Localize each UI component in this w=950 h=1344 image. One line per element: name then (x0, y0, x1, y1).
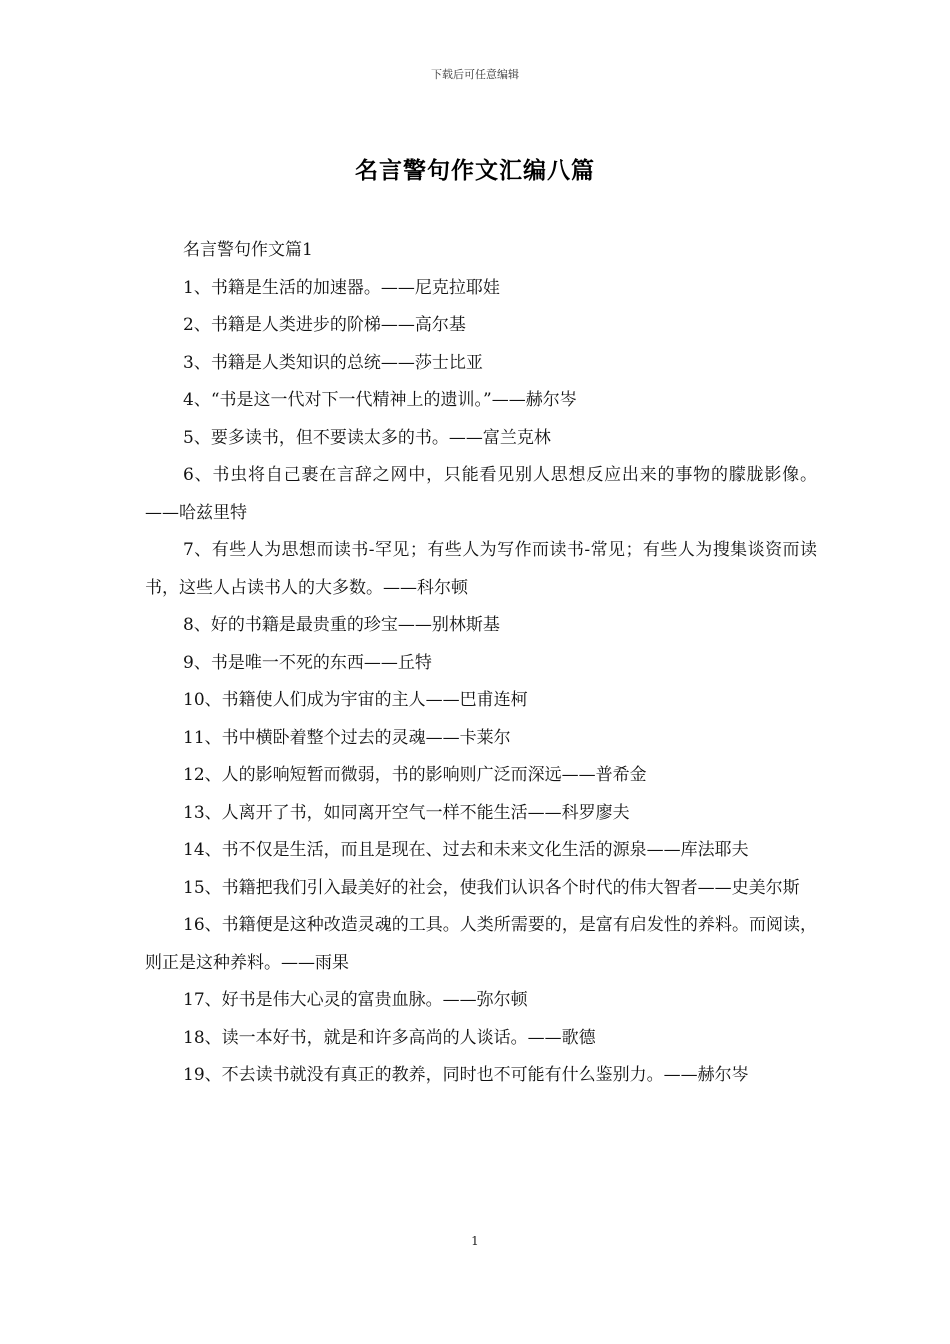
quote-paragraph: 10、书籍使人们成为宇宙的主人——巴甫连柯 (183, 690, 528, 710)
quote-paragraph: 5、要多读书，但不要读太多的书。——富兰克林 (183, 427, 551, 448)
quote-paragraph: 6、书虫将自己裹在言辞之网中，只能看见别人思想反应出来的事物的朦胧影像。——哈兹里特 (145, 465, 817, 523)
page-number: 1 (471, 1234, 479, 1248)
quote-paragraph: 17、好书是伟大心灵的富贵血脉。——弥尔顿 (183, 990, 528, 1010)
quote-paragraph: 7、有些人为思想而读书-罕见；有些人为写作而读书-常见；有些人为搜集谈资而读书，这些人占读书人的大多数。——科尔顿 (145, 540, 817, 598)
quote-paragraph: 11、书中横卧着整个过去的灵魂——卡莱尔 (183, 727, 511, 748)
quote-paragraph: 9、书是唯一不死的东西——丘特 (183, 652, 432, 673)
quote-paragraph: 16、书籍便是这种改造灵魂的工具。人类所需要的，是富有启发性的养料。而阅读，则正是这种养料。——雨果 (145, 915, 817, 973)
quote-paragraph: 15、书籍把我们引入最美好的社会，使我们认识各个时代的伟大智者——史美尔斯 (183, 877, 800, 898)
quote-paragraph: 4、“书是这一代对下一代精神上的遗训。”——赫尔岑 (183, 390, 577, 410)
quote-paragraph: 2、书籍是人类进步的阶梯——高尔基 (183, 315, 466, 335)
quote-paragraph: 13、人离开了书，如同离开空气一样不能生活——科罗廖夫 (183, 802, 630, 823)
document-title: 名言警句作文汇编八篇 (355, 157, 595, 184)
section-heading: 名言警句作文篇1 (183, 240, 313, 260)
quote-paragraph: 12、人的影响短暂而微弱，书的影响则广泛而深远——普希金 (183, 765, 647, 785)
document-body (145, 232, 817, 1095)
quote-paragraph: 18、读一本好书，就是和许多高尚的人谈话。——歌德 (183, 1027, 596, 1048)
quote-paragraph: 14、书不仅是生活，而且是现在、过去和未来文化生活的源泉——库法耶夫 (183, 840, 749, 860)
quote-paragraph: 3、书籍是人类知识的总统——莎士比亚 (183, 352, 483, 373)
quote-paragraph: 19、不去读书就没有真正的教养，同时也不可能有什么鉴别力。——赫尔岑 (183, 1065, 749, 1085)
quote-paragraph: 1、书籍是生活的加速器。——尼克拉耶娃 (183, 277, 500, 298)
header-note: 下载后可任意编辑 (431, 68, 519, 81)
quote-paragraph: 8、好的书籍是最贵重的珍宝——别林斯基 (183, 615, 500, 635)
